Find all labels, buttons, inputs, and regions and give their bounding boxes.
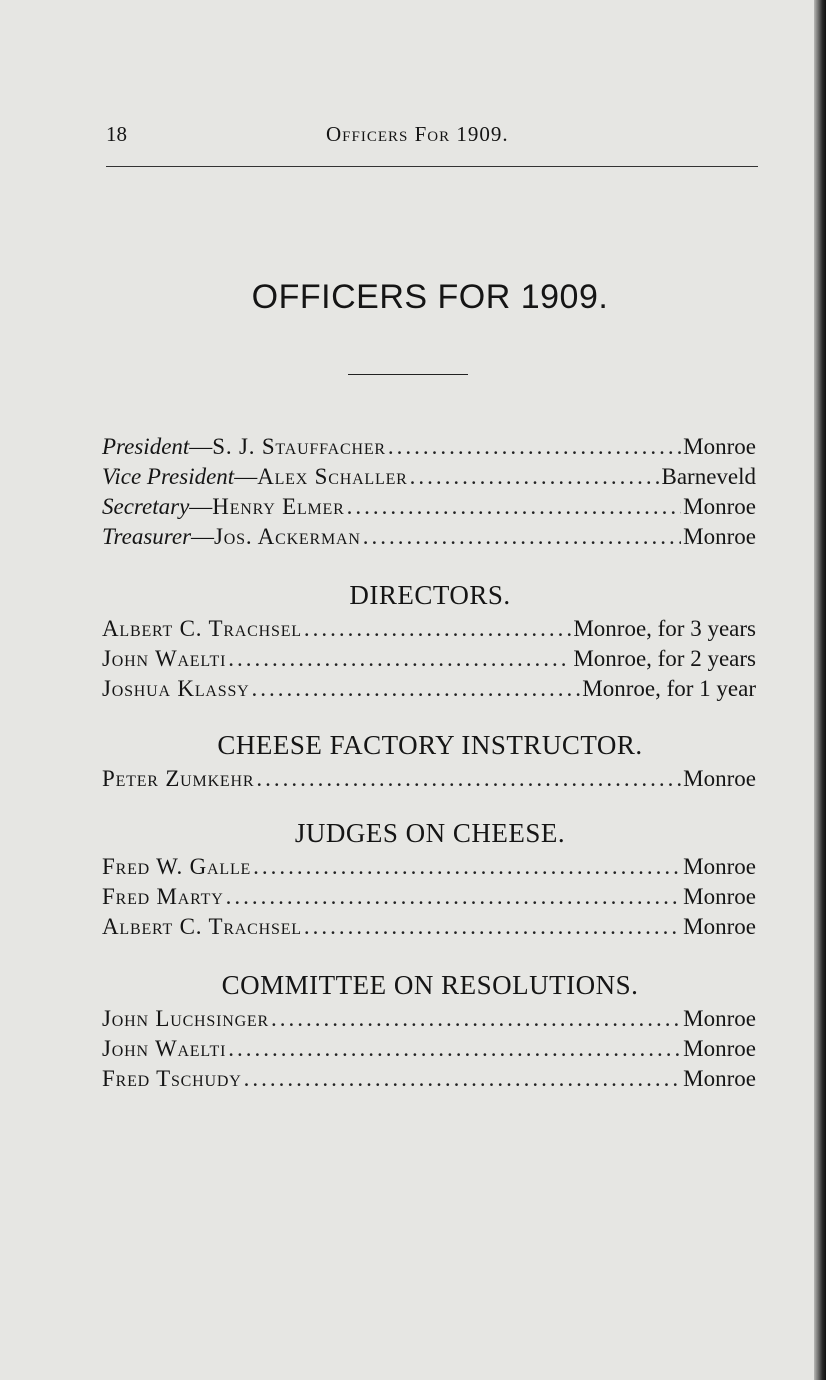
- officer-row: [102, 522, 756, 552]
- director-name: Albert C. Trachsel: [102, 616, 302, 641]
- dot-leader: [363, 522, 681, 552]
- dot-leader: [410, 462, 660, 492]
- directors-heading: DIRECTORS.: [349, 580, 511, 610]
- judge-name: Albert C. Trachsel: [102, 914, 302, 939]
- page-number: 18: [106, 122, 127, 146]
- dot-leader: [228, 644, 571, 674]
- page-edge-shadow: [814, 0, 826, 1380]
- director-row: [102, 614, 756, 644]
- dot-leader: [304, 912, 681, 942]
- judge-row: [102, 882, 756, 912]
- dot-leader: [226, 882, 682, 912]
- dash: —: [234, 464, 258, 489]
- officer-row: [102, 492, 756, 522]
- committee-member-name: Fred Tschudy: [102, 1066, 242, 1091]
- committee-row: [102, 1064, 756, 1094]
- committee-member-name: John Waelti: [102, 1036, 227, 1061]
- officers-list: [102, 432, 756, 552]
- director-row: [102, 644, 756, 674]
- dot-leader: [252, 674, 581, 704]
- director-term: Monroe, for 1 year: [582, 676, 756, 701]
- committee-member-place: Monroe: [683, 1036, 756, 1061]
- officer-place: Barneveld: [661, 464, 756, 489]
- director-name: John Waelti: [102, 646, 227, 671]
- officer-name: S. J. Stauffacher: [212, 434, 386, 459]
- officer-place: Monroe: [683, 494, 756, 519]
- committee-row: [102, 1004, 756, 1034]
- officer-name: Jos. Ackerman: [214, 524, 361, 549]
- committee-member-place: Monroe: [683, 1006, 756, 1031]
- dot-leader: [347, 492, 682, 522]
- judge-name: Fred Marty: [102, 884, 224, 909]
- director-term: Monroe, for 2 years: [573, 646, 756, 671]
- instructor-place: Monroe: [683, 766, 756, 791]
- dot-leader: [228, 1034, 681, 1064]
- dot-leader: [256, 764, 681, 794]
- officer-role: President: [102, 434, 190, 459]
- dot-leader: [271, 1004, 681, 1034]
- officer-place: Monroe: [683, 524, 756, 549]
- header-rule: [106, 166, 758, 167]
- resolutions-list: [102, 1004, 756, 1094]
- officer-name: Henry Elmer: [212, 494, 345, 519]
- dash: —: [189, 434, 213, 459]
- instructor-row: [102, 764, 756, 794]
- director-term: Monroe, for 3 years: [573, 616, 756, 641]
- dot-leader: [253, 852, 681, 882]
- resolutions-heading: COMMITTEE ON RESOLUTIONS.: [221, 970, 639, 1000]
- officer-role: Treasurer: [102, 524, 192, 549]
- judge-row: [102, 912, 756, 942]
- dot-leader: [304, 614, 571, 644]
- running-title: Officers For 1909.: [326, 122, 509, 146]
- judge-row: [102, 852, 756, 882]
- officer-row: [102, 462, 756, 492]
- committee-member-place: Monroe: [683, 1066, 756, 1091]
- running-head: [106, 120, 756, 150]
- instructor-name: Peter Zumkehr: [102, 766, 255, 791]
- director-name: Joshua Klassy: [102, 676, 250, 701]
- officer-role: Vice President: [102, 464, 235, 489]
- officer-place: Monroe: [683, 434, 756, 459]
- page-title: OFFICERS FOR 1909.: [251, 278, 609, 316]
- dash: —: [189, 494, 213, 519]
- instructor-list: [102, 764, 756, 794]
- officer-row: [102, 432, 756, 462]
- instructor-heading: CHEESE FACTORY INSTRUCTOR.: [217, 730, 643, 760]
- judge-name: Fred W. Galle: [102, 854, 252, 879]
- judges-list: [102, 852, 756, 942]
- judge-place: Monroe: [683, 914, 756, 939]
- judge-place: Monroe: [683, 884, 756, 909]
- directors-list: [102, 614, 756, 704]
- officer-name: Alex Schaller: [257, 464, 408, 489]
- committee-row: [102, 1034, 756, 1064]
- director-row: [102, 674, 756, 704]
- judges-heading: JUDGES ON CHEESE.: [294, 818, 566, 848]
- officer-role: Secretary: [102, 494, 190, 519]
- committee-member-name: John Luchsinger: [102, 1006, 269, 1031]
- judge-place: Monroe: [683, 854, 756, 879]
- dash: —: [191, 524, 215, 549]
- dot-leader: [388, 432, 681, 462]
- dot-leader: [244, 1064, 682, 1094]
- title-rule: [348, 374, 468, 375]
